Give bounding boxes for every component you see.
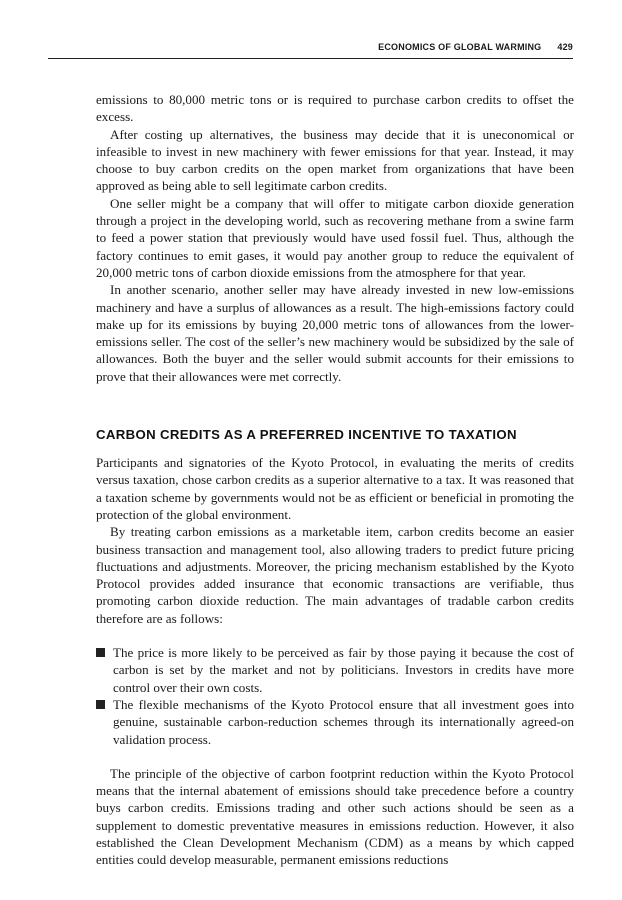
square-bullet-icon: [96, 648, 105, 657]
header-rule: [48, 58, 573, 59]
bullet-item: [96, 696, 574, 748]
paragraph-continued: emissions to 80,000 metric tons or is required to purchase carbon credits to offset the excess.: [96, 92, 574, 125]
bullet-list: [96, 644, 574, 748]
bullet-text: The price is more likely to be perceived as fair by those paying it because the cost of carbon is set by the market and not by politicians. Investors in credits have more control over their own costs.: [113, 645, 574, 695]
page-number: 429: [557, 42, 573, 52]
paragraph: One seller might be a company that will offer to mitigate carbon dioxide generation through a project in the developing world, such as recovering methane from a swine farm to feed a power station that previously would have used fossil fuel. Thus, although the factory continues to emit gases, it would pay another group to reduce the equivalent of 20,000 metric tons of carbon dioxide emissions from the atmosphere for that year.: [96, 195, 574, 280]
square-bullet-icon: [96, 700, 105, 709]
running-head: [48, 42, 573, 52]
paragraph: After costing up alternatives, the business may decide that it is uneconomical or infeasible to invest in new machinery with fewer emissions for that year. Instead, it may choose to buy carbon credits on the open market from organizations that have been approved as being able to sell legitimate carbon credits.: [96, 126, 574, 194]
paragraph: Participants and signatories of the Kyoto Protocol, in evaluating the merits of credits versus taxation, chose carbon credits as a superior alternative to a tax. It was reasoned that a taxation scheme by governments would not be as efficient or beneficial in promoting the protection of the global environment.: [96, 455, 574, 522]
paragraph: In another scenario, another seller may have already invested in new low-emissions machinery and have a surplus of allowances as a result. The high-emissions factory could make up for its emissions by buying 20,000 metric tons of allowances from the lower-emissions seller. The cost of the seller’s new machinery would be subsidized by the sale of allowances. Both the buyer and the seller would submit accounts for their emissions to prove that their allowances were met correctly.: [96, 282, 574, 384]
page-body: [96, 91, 574, 869]
paragraph: By treating carbon emissions as a marketable item, carbon credits become an easier business transaction and management tool, also allowing traders to predict future pricing fluctuations and adjustments. Moreover, the pricing mechanism established by the Kyoto Protocol provides added insurance that economic transactions are verifiable, thus promoting carbon dioxide reduction. The main advantages of tradable carbon credits therefore are as follows:: [96, 524, 574, 626]
bullet-item: [96, 644, 574, 696]
bullet-text: The flexible mechanisms of the Kyoto Protocol ensure that all investment goes into genuine, sustainable carbon-reduction schemes through its internationally agreed-on validation process.: [113, 696, 574, 747]
running-head-title: ECONOMICS OF GLOBAL WARMING: [378, 42, 542, 52]
paragraph: The principle of the objective of carbon footprint reduction within the Kyoto Protocol means that the internal abatement of emissions should take precedence before a country buys carbon credits. Emissions trading and other such actions should be seen as a supplement to domestic preventative measures in emissions reduction. However, it also established the Clean Development Mechanism (CDM) as a means by which capped entities could develop measurable, permanent emissions reductions: [96, 765, 574, 868]
section-heading: CARBON CREDITS AS A PREFERRED INCENTIVE TO TAXATION: [96, 427, 517, 443]
